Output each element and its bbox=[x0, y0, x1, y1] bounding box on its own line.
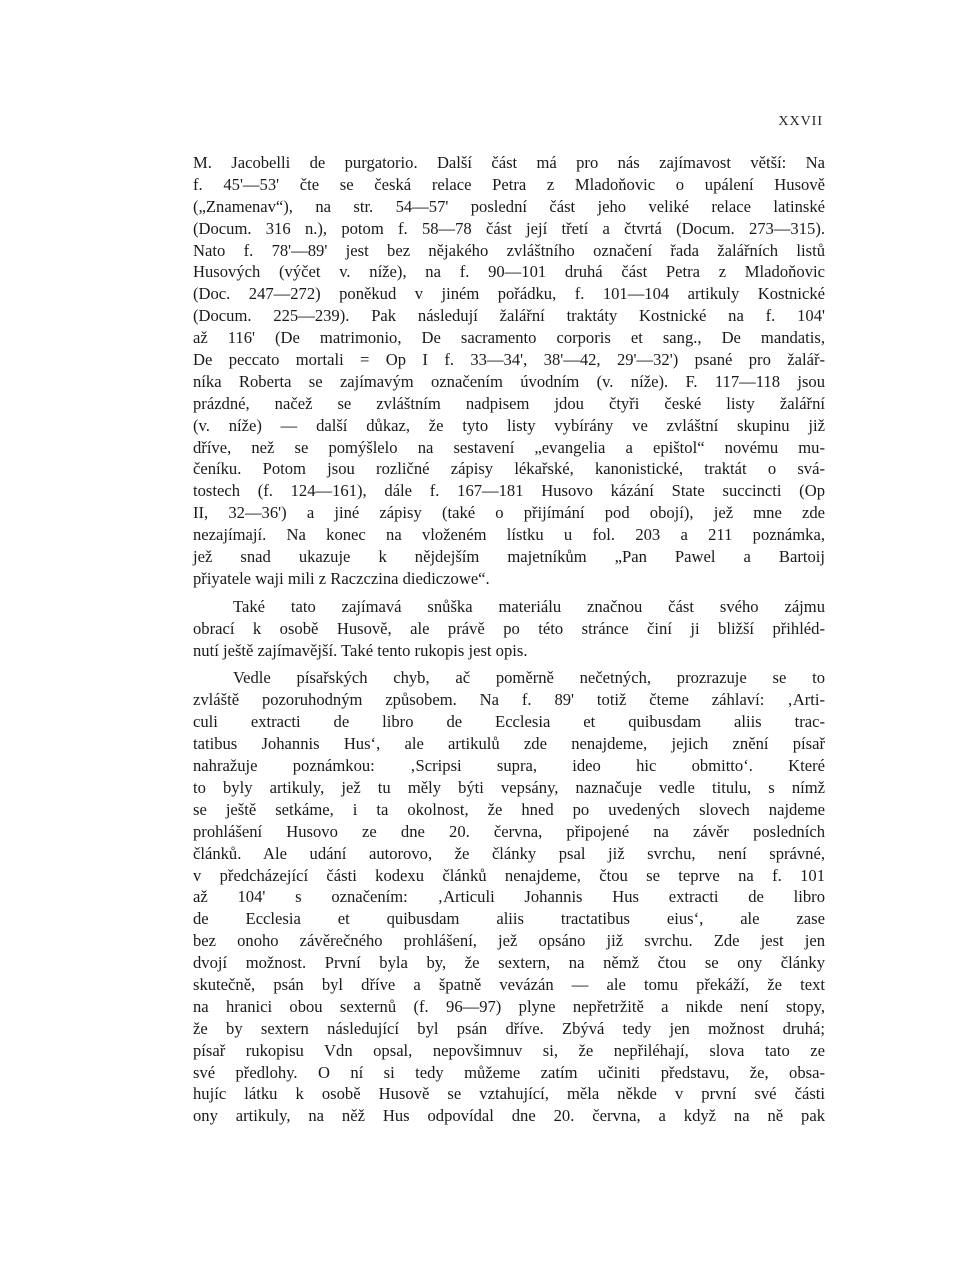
text-line: Vedle písařských chyb, ač poměrně nečetných, prozrazuje se to bbox=[233, 668, 825, 688]
text-line: De peccato mortali = Op I f. 33—34', 38'—42, 29'—32') psané pro žalář- bbox=[193, 350, 825, 370]
text-line: nezajímají. Na konec na vloženém lístku u fol. 203 a 211 poznámka, bbox=[193, 525, 825, 545]
text-line: zvláště pozoruhodným způsobem. Na f. 89' totiž čteme záhlaví: ‚Arti- bbox=[193, 690, 825, 710]
text-line: jež snad ukazuje k nějdejším majetníkům „Pan Pawel a Bartoij bbox=[193, 547, 825, 567]
page-number: XXVII bbox=[778, 114, 823, 129]
text-line: že by sextern následující byl psán dříve. Zbývá tedy jen možnost druhá; bbox=[193, 1018, 825, 1038]
text-line: přiyatele waji mili z Raczczina diediczowe“. bbox=[193, 568, 490, 588]
text-line: dvojí možnost. První byla by, že sextern, na němž čtou se ony články bbox=[193, 953, 825, 973]
text-line: až 104' s označením: ‚Articuli Johannis Hus extracti de libro bbox=[193, 887, 825, 907]
text-line: nahražuje poznámkou: ‚Scripsi supra, ideo hic obmitto‘. Které bbox=[193, 756, 825, 776]
text-line: tatibus Johannis Hus‘, ale artikulů zde nenajdeme, jejich znění písař bbox=[193, 734, 825, 754]
text-line: de Ecclesia et quibusdam aliis tractatibus eius‘, ale zase bbox=[193, 909, 825, 929]
text-line: prázdné, načež se zvláštním nadpisem jdou čtyři české listy žalářní bbox=[193, 393, 825, 413]
text-line: v předcházející části kodexu článků nenajdeme, čtou se teprve na f. 101 bbox=[193, 865, 825, 885]
text-line: tostech (f. 124—161), dále f. 167—181 Husovo kázání State succincti (Op bbox=[193, 481, 825, 501]
text-line: II, 32—36') a jiné zápisy (také o přijímání pod obojí), jež mne zde bbox=[193, 503, 825, 523]
text-line: dříve, než se pomýšlelo na sestavení „evangelia a epištol“ novému mu- bbox=[193, 437, 825, 457]
text-line: článků. Ale udání autorovo, že články psal již svrchu, není správné, bbox=[193, 843, 825, 863]
text-line: prohlášení Husovo ze dne 20. června, připojené na závěr posledních bbox=[193, 821, 825, 841]
text-line: na hranici obou sexternů (f. 96—97) plyne nepřetržitě a nikde není stopy, bbox=[193, 996, 825, 1016]
text-line: (Doc. 247—272) poněkud v jiném pořádku, f. 101—104 artikuly Kostnické bbox=[193, 284, 825, 304]
text-line: („Znamenav“), na str. 54—57' poslední část jeho veliké relace latinské bbox=[193, 196, 825, 216]
text-line: ony artikuly, na něž Hus odpovídal dne 20. června, a když na ně pak bbox=[193, 1106, 825, 1126]
text-line: M. Jacobelli de purgatorio. Další část má pro nás zajímavost větší: Na bbox=[193, 153, 825, 172]
text-line: obrací k osobě Husově, ale právě po této stránce činí ji bližší přihléd- bbox=[193, 618, 825, 638]
text-line: se ještě setkáme, i ta okolnost, že hned po uvedených slovech najdeme bbox=[193, 799, 825, 819]
text-line: to byly artikuly, jež tu měly býti vepsány, naznačuje vedle titulu, s nímž bbox=[193, 777, 825, 797]
paragraph-2 bbox=[193, 596, 825, 662]
text-line: culi extracti de libro de Ecclesia et quibusdam aliis trac- bbox=[193, 712, 825, 732]
text-line: bez onoho závěrečného prohlášení, jež opsáno již svrchu. Zde jest jen bbox=[193, 931, 825, 951]
paragraph-3 bbox=[193, 667, 825, 1127]
body-text bbox=[193, 152, 825, 1127]
text-line: (Docum. 225—239). Pak následují žalářní traktáty Kostnické na f. 104' bbox=[193, 306, 825, 326]
text-line: Husových (výčet v. níže), na f. 90—101 druhá část Petra z Mladoňovic bbox=[193, 262, 825, 282]
text-line: hujíc látku k osobě Husově se vztahující, měla někde v první své části bbox=[193, 1084, 825, 1104]
text-line: f. 45'—53' čte se česká relace Petra z Mladoňovic o upálení Husově bbox=[193, 174, 825, 194]
text-line: Nato f. 78'—89' jest bez nějakého zvláštního označení řada žalářních listů bbox=[193, 240, 825, 260]
text-line: Také tato zajímavá snůška materiálu značnou část svého zájmu bbox=[233, 596, 825, 616]
text-line: (Docum. 316 n.), potom f. 58—78 část její třetí a čtvrtá (Docum. 273—315). bbox=[193, 218, 825, 238]
text-line: níka Roberta se zajímavým označením úvodním (v. níže). F. 117—118 jsou bbox=[193, 371, 825, 391]
text-line: nutí ještě zajímavější. Také tento rukopis jest opis. bbox=[193, 640, 528, 660]
text-line: písař rukopisu Vdn opsal, nepovšimnuv si, že nepřiléhají, slova tato ze bbox=[193, 1040, 825, 1060]
text-line: své předlohy. O ní si tedy můžeme zatím učiniti představu, že, obsa- bbox=[193, 1062, 825, 1082]
text-line: skutečně, psán byl dříve a špatně vevázán — ale tomu překáží, že text bbox=[193, 974, 825, 994]
text-line: až 116' (De matrimonio, De sacramento corporis et sang., De mandatis, bbox=[193, 328, 825, 348]
text-line: (v. níže) — další důkaz, že tyto listy vybírány ve zvláštní skupinu již bbox=[193, 415, 825, 435]
paragraph-1 bbox=[193, 152, 825, 590]
text-line: čeníku. Potom jsou rozličné zápisy lékařské, kanonistické, traktát o svá- bbox=[193, 459, 825, 479]
